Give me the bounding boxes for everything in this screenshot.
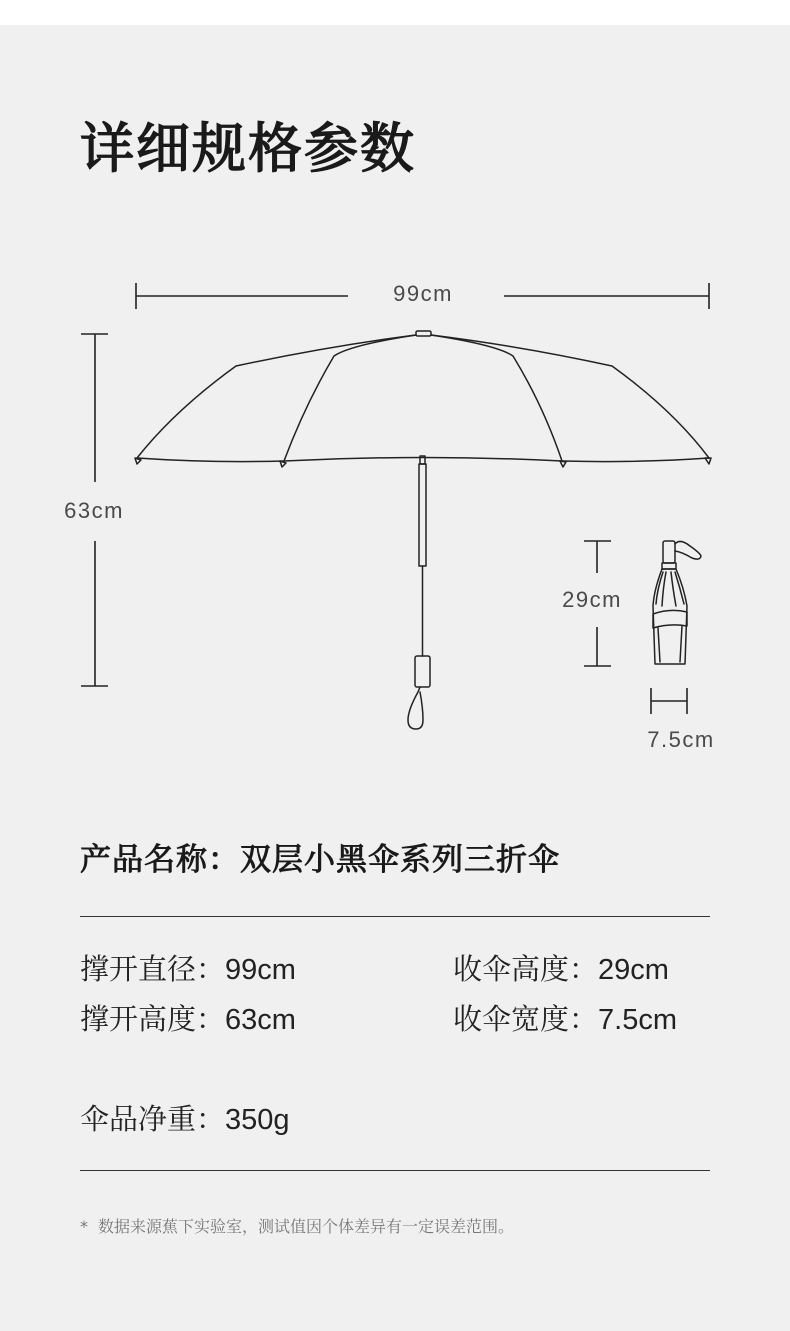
footnote-asterisk: * [80, 1217, 88, 1236]
spec-net-weight [80, 1102, 290, 1136]
product-name-label: 产品名称： [80, 842, 240, 878]
product-name-value: 双层小黑伞系列三折伞 [240, 842, 560, 878]
footnote-text: 数据来源蕉下实验室，测试值因个体差异有一定误差范围。 [98, 1217, 515, 1236]
spec-label: 收伞宽度： [453, 1002, 599, 1036]
divider-bottom [80, 1170, 710, 1171]
open-width-label: 99cm [393, 281, 453, 306]
product-name [80, 842, 560, 878]
open-umbrella-icon [135, 331, 711, 729]
spec-label: 收伞高度： [453, 952, 599, 986]
spec-folded-width [453, 1002, 677, 1036]
spec-label: 伞品净重： [80, 1102, 226, 1136]
folded-umbrella-icon [653, 541, 701, 664]
open-height-label: 63cm [64, 498, 124, 523]
spec-value: 350g [225, 1104, 290, 1136]
page-title: 详细规格参数 [80, 117, 416, 180]
folded-width-dimension [651, 688, 687, 714]
divider-top [80, 916, 710, 917]
spec-open-diameter [80, 952, 296, 986]
spec-value: 63cm [225, 1004, 296, 1036]
folded-width-label: 7.5cm [647, 727, 715, 752]
spec-value: 7.5cm [598, 1004, 677, 1036]
folded-height-label: 29cm [562, 587, 622, 612]
spec-value: 99cm [225, 954, 296, 986]
spec-folded-height [453, 952, 669, 986]
footnote [80, 1214, 514, 1237]
spec-label: 撑开高度： [80, 1002, 226, 1036]
spec-open-height [80, 1002, 296, 1036]
spec-label: 撑开直径： [80, 952, 226, 986]
spec-value: 29cm [598, 954, 669, 986]
